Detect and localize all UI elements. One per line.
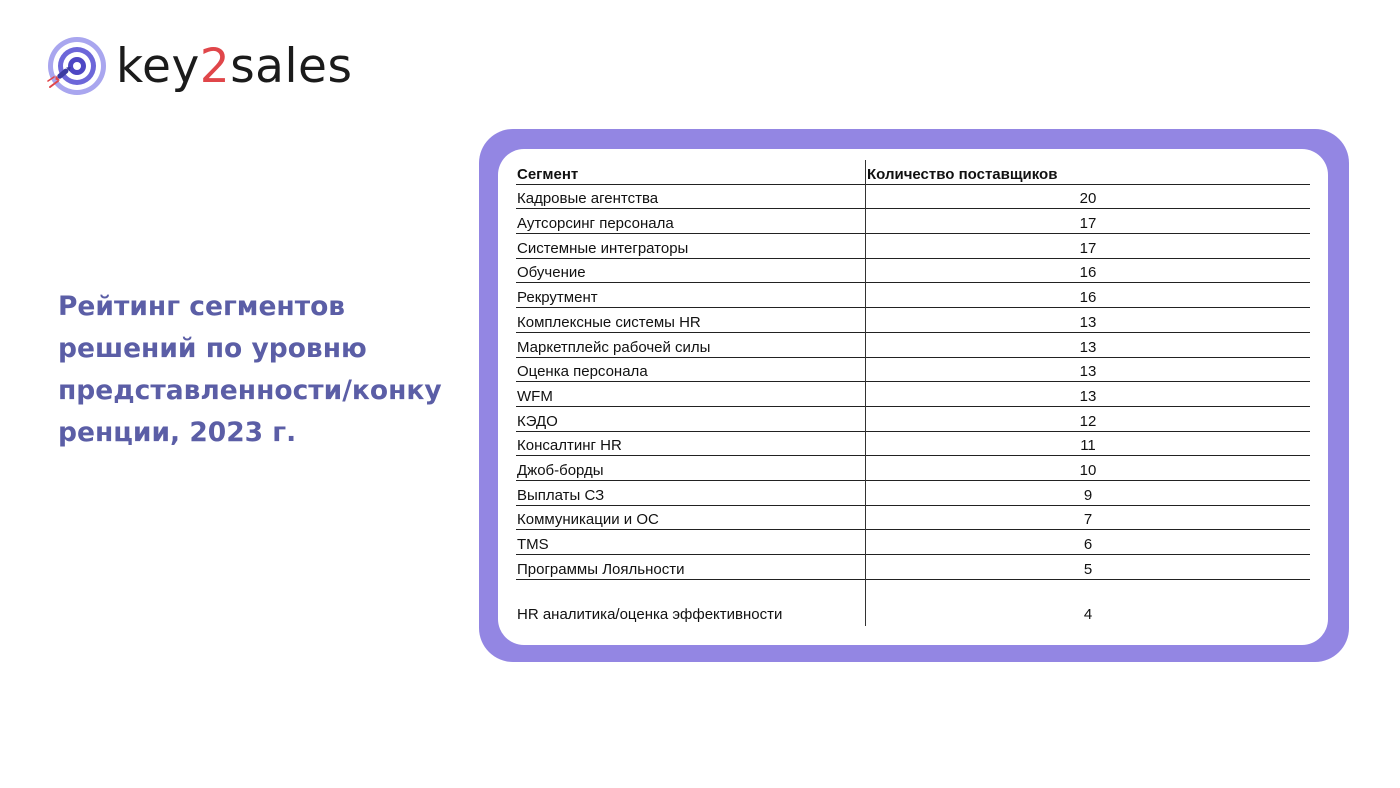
table-row xyxy=(516,209,1310,234)
table-row xyxy=(516,234,1310,259)
supplier-count: 17 xyxy=(1079,215,1097,233)
logo-text-after: sales xyxy=(230,38,353,94)
supplier-count: 5 xyxy=(1083,560,1093,578)
header-count: Количество поставщиков xyxy=(867,165,1058,183)
segment-name: Рекрутмент xyxy=(517,289,598,307)
table-row xyxy=(516,283,1310,308)
segment-name: Программы Лояльности xyxy=(517,560,685,578)
segment-name: HR аналитика/оценка эффективности xyxy=(517,605,783,623)
column-divider xyxy=(865,160,866,626)
logo xyxy=(46,34,352,98)
segment-name: Аутсорсинг персонала xyxy=(517,215,674,233)
supplier-count: 13 xyxy=(1079,338,1097,356)
segment-name: Коммуникации и ОС xyxy=(517,511,659,529)
segment-name: WFM xyxy=(517,387,553,405)
segment-name: Обучение xyxy=(517,264,586,282)
segment-name: Комплексные системы HR xyxy=(517,313,701,331)
segment-name: Джоб-борды xyxy=(517,461,604,479)
table-row xyxy=(516,456,1310,481)
table-row xyxy=(516,407,1310,432)
table-row xyxy=(516,580,1310,624)
supplier-count: 10 xyxy=(1079,461,1097,479)
target-rocket-icon xyxy=(46,35,108,97)
supplier-count: 16 xyxy=(1079,289,1097,307)
logo-wordmark xyxy=(116,38,353,94)
table-row xyxy=(516,555,1310,580)
segment-name: TMS xyxy=(517,536,549,553)
supplier-count: 16 xyxy=(1079,264,1097,282)
table-row xyxy=(516,333,1310,358)
segment-name: Выплаты СЗ xyxy=(517,486,605,504)
table-row xyxy=(516,259,1310,284)
supplier-count: 13 xyxy=(1079,363,1097,381)
supplier-count: 20 xyxy=(1079,190,1097,208)
page-title-line: ренции, 2023 г. xyxy=(58,417,297,448)
segment-name: КЭДО xyxy=(517,412,558,430)
page-title xyxy=(58,286,458,454)
header-segment: Сегмент xyxy=(517,165,579,183)
table-row xyxy=(516,481,1310,506)
segment-name: Оценка персонала xyxy=(517,363,648,381)
supplier-count: 13 xyxy=(1079,313,1097,331)
supplier-count: 13 xyxy=(1079,387,1097,405)
supplier-count: 6 xyxy=(1083,536,1093,553)
segment-name: Кадровые агентства xyxy=(517,190,659,208)
table-row xyxy=(516,185,1310,210)
page-title-line: решений по уровню xyxy=(58,333,367,364)
supplier-count: 12 xyxy=(1079,412,1097,430)
table-header-row xyxy=(516,160,1310,185)
page-title-line: представленности/конку xyxy=(58,375,442,406)
page-title-line: Рейтинг сегментов xyxy=(58,291,346,322)
table-row xyxy=(516,530,1310,555)
supplier-count: 4 xyxy=(1083,605,1093,623)
table-row xyxy=(516,432,1310,457)
table-row xyxy=(516,382,1310,407)
logo-text-accent: 2 xyxy=(199,38,231,94)
logo-text-before: key xyxy=(116,38,200,94)
supplier-count: 9 xyxy=(1083,486,1093,504)
segment-name: Системные интеграторы xyxy=(517,239,689,257)
table-row xyxy=(516,358,1310,383)
supplier-count: 17 xyxy=(1079,239,1097,257)
segment-table xyxy=(516,160,1310,624)
segment-name: Маркетплейс рабочей силы xyxy=(517,338,711,356)
table-row xyxy=(516,506,1310,531)
supplier-count: 11 xyxy=(1080,437,1096,455)
supplier-count: 7 xyxy=(1083,511,1093,529)
table-row xyxy=(516,308,1310,333)
segment-name: Консалтинг HR xyxy=(517,437,622,455)
